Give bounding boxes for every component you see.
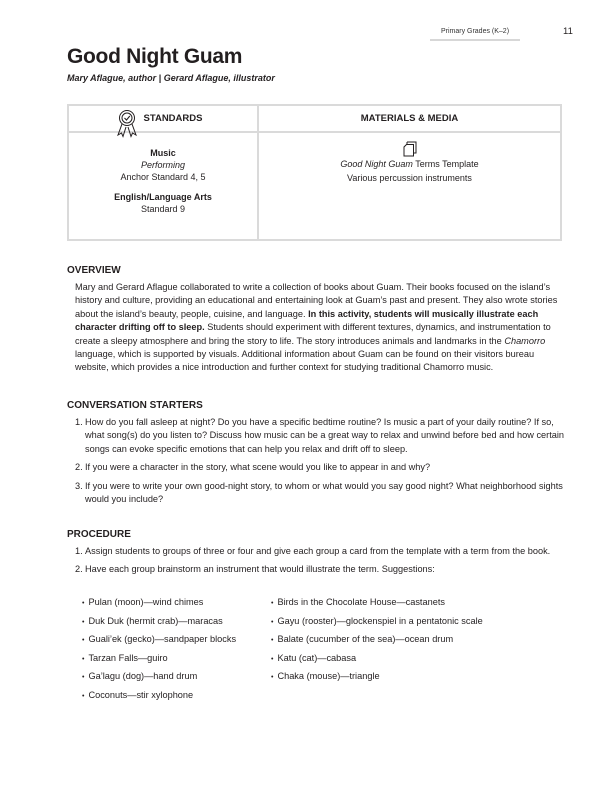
suggestions-left-list bbox=[82, 594, 236, 705]
page-number: 11 bbox=[563, 26, 573, 37]
standard-subject-music: Music bbox=[150, 148, 176, 158]
standards-materials-table bbox=[67, 104, 562, 241]
list-item: 1. Assign students to groups of three or four and give each group a card from the template with a term from the book. bbox=[75, 546, 551, 556]
suggestions-right-list bbox=[271, 594, 483, 687]
materials-heading: MATERIALS & MEDIA bbox=[360, 113, 459, 124]
suggestion-item: • Chaka (mouse)—triangle bbox=[271, 668, 483, 687]
suggestion-item: • Birds in the Chocolate House—castanets bbox=[271, 594, 483, 613]
list-item: 2. Have each group brainstorm an instrument that would illustrate the term. Suggestions: bbox=[75, 564, 435, 575]
procedure-heading: PROCEDURE bbox=[67, 529, 131, 540]
material-item: Various percussion instruments bbox=[347, 173, 472, 183]
standards-body bbox=[69, 133, 259, 239]
suggestion-item: • Coconuts—stir xylophone bbox=[82, 687, 236, 706]
material-item: Good Night Guam Terms Template bbox=[340, 159, 479, 169]
list-item: 3. If you were to write your own good-night story, to whom or what would you say good night? What neighborhood sights would you include? bbox=[75, 480, 563, 505]
award-ribbon-icon bbox=[116, 109, 138, 139]
suggestion-item: • Duk Duk (hermit crab)—maracas bbox=[82, 613, 236, 632]
suggestion-item: • Katu (cat)—cabasa bbox=[271, 650, 483, 669]
suggestion-item: • Gayu (rooster)—glockenspiel in a pentatonic scale bbox=[271, 613, 483, 632]
standards-heading: STANDARDS bbox=[143, 113, 203, 124]
suggestion-item: • Pulan (moon)—wind chimes bbox=[82, 594, 236, 613]
overview-paragraph: Mary and Gerard Aflague collaborated to write a collection of books about Guam. Their books focused on the island’s history and culture, providing an educational and entertaining look at Guam’s past and present. They also wrote stories about the island’s beauty, people, cuisine, and language. In this activity, students will musically illustrate each character drifting off to sleep. Students should experiment with different textures, dynamics, and instrumentation to create a sleepy atmosphere and bring the story to life. The story introduces animals and landmarks in the Chamorro language, which is supported by visuals. Additional information about Guam can be found on their visitors bureau website, which provides a nice introduction and further context for studying traditional Chamorro music. bbox=[75, 282, 558, 373]
byline: Mary Aflague, author | Gerard Aflague, illustrator bbox=[67, 73, 275, 83]
material-title: Good Night Guam bbox=[340, 159, 413, 169]
suggestion-item: • Ga’lagu (dog)—hand drum bbox=[82, 668, 236, 687]
standard-detail-music: Anchor Standard 4, 5 bbox=[120, 172, 206, 182]
procedure-list bbox=[75, 545, 565, 582]
running-head-rule bbox=[430, 39, 520, 41]
materials-body bbox=[259, 133, 560, 239]
conversation-starters-heading: CONVERSATION STARTERS bbox=[67, 400, 203, 411]
standards-header bbox=[69, 106, 259, 133]
running-head: Primary Grades (K–2) bbox=[440, 28, 510, 35]
suggestion-item: • Tarzan Falls—guiro bbox=[82, 650, 236, 669]
materials-header bbox=[259, 106, 560, 133]
copy-pages-icon bbox=[403, 141, 417, 157]
standard-detail-ela: Standard 9 bbox=[140, 204, 186, 214]
list-item: 2. If you were a character in the story, what scene would you like to appear in and why? bbox=[75, 462, 431, 473]
suggestion-item: • Balate (cucumber of the sea)—ocean drum bbox=[271, 631, 483, 650]
overview-heading: OVERVIEW bbox=[67, 265, 121, 276]
standard-strand: Performing bbox=[140, 160, 185, 170]
suggestion-item: • Guali’ek (gecko)—sandpaper blocks bbox=[82, 631, 236, 650]
list-item: 1. How do you fall asleep at night? Do you have a specific bedtime routine? Is music a part of your daily routine? If so, what song(s) do you listen to? Discuss how music can be a great way to relax and unwind before bed and how certain songs can evoke specific emotions that can help you relax and drift off to sleep. bbox=[75, 417, 565, 454]
standard-subject-ela: English/Language Arts bbox=[114, 192, 212, 202]
conversation-starters-list bbox=[75, 416, 565, 511]
activity-goal: In this activity, students will musically illustrate each character drifting off to sleep. bbox=[75, 308, 539, 333]
page-title: Good Night Guam bbox=[67, 45, 243, 68]
